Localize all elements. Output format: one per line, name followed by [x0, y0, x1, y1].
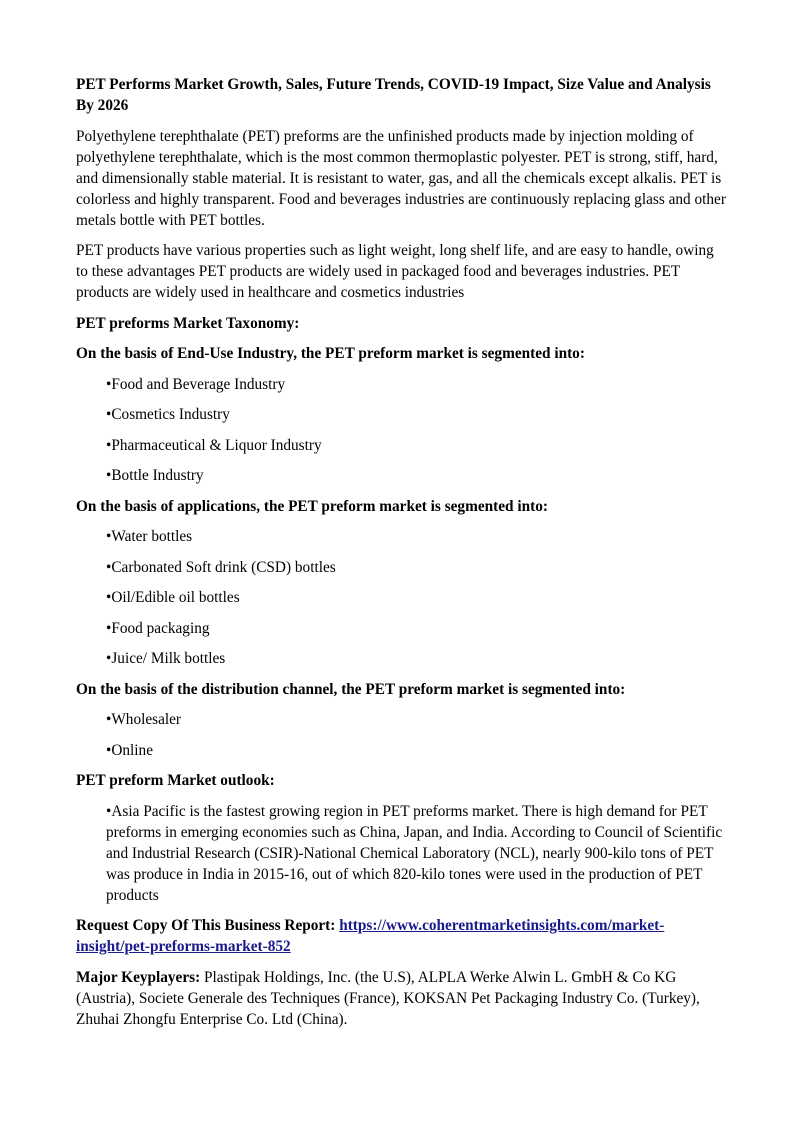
- keyplayers-label: Major Keyplayers:: [76, 968, 201, 986]
- outlook-text: •Asia Pacific is the fastest growing region in PET preforms market. There is high demand for PET preforms in emerging economies such as China, Japan, and India. According to Council of Scientific and Industrial Research (CSIR)-National Chemical Laboratory (NCL), nearly 900-kilo tons of PET was produce in India in 2015-16, out of which 820-kilo tones were used in the production of PET products: [106, 802, 723, 904]
- list-item: •Wholesaler: [106, 711, 182, 728]
- document-title: PET Performs Market Growth, Sales, Future Trends, COVID-19 Impact, Size Value and Analysis By 2026: [76, 76, 711, 114]
- intro-paragraph-1: Polyethylene terephthalate (PET) preforms are the unfinished products made by injection molding of polyethylene terephthalate, which is the most common thermoplastic polyester. PET is strong, stiff, hard, and dimensionally stable material. It is resistant to water, gas, and all the chemicals except alkalis. PET is colorless and highly transparent. Food and beverages industries are continuously replacing glass and other metals bottle with PET bottles.: [76, 127, 726, 229]
- list-item: •Food packaging: [106, 619, 210, 637]
- keyplayers-paragraph: [76, 967, 726, 1030]
- list-item: •Bottle Industry: [106, 467, 204, 484]
- list-item: •Food and Beverage Industry: [106, 375, 286, 393]
- list-item: •Water bottles: [106, 528, 193, 545]
- request-copy: [76, 915, 726, 957]
- list-item: •Pharmaceutical & Liquor Industry: [106, 436, 322, 454]
- outlook-heading: PET preform Market outlook:: [76, 772, 275, 789]
- distribution-heading: On the basis of the distribution channel, the PET preform market is segmented into:: [76, 680, 626, 698]
- list-item: •Oil/Edible oil bottles: [106, 589, 240, 606]
- applications-heading: On the basis of applications, the PET preform market is segmented into:: [76, 497, 548, 515]
- taxonomy-heading: PET preforms Market Taxonomy:: [76, 314, 300, 332]
- report-link[interactable]: https://www.coherentmarketinsights.com/market-insight/pet-preforms-market-852: [76, 917, 665, 955]
- request-label: Request Copy Of This Business Report:: [76, 917, 340, 934]
- list-item: •Carbonated Soft drink (CSD) bottles: [106, 558, 336, 576]
- intro-paragraph-2: PET products have various properties such as light weight, long shelf life, and are easy to handle, owing to these advantages PET products are widely used in packaged food and beverages industries. PET products are widely used in healthcare and cosmetics industries: [76, 242, 714, 301]
- list-item: •Juice/ Milk bottles: [106, 650, 226, 667]
- keyplayers-text: Plastipak Holdings, Inc. (the U.S), ALPLA Werke Alwin L. GmbH & Co KG (Austria), Societe Generale des Techniques (France), KOKSAN Pet Packaging Industry Co. (Turkey), Zhuhai Zhongfu Enterprise Co. Ltd (China).: [76, 968, 700, 1028]
- list-item: •Online: [106, 741, 153, 759]
- end-use-heading: On the basis of End-Use Industry, the PET preform market is segmented into:: [76, 345, 585, 362]
- list-item: •Cosmetics Industry: [106, 406, 230, 423]
- document-page: [76, 74, 726, 1039]
